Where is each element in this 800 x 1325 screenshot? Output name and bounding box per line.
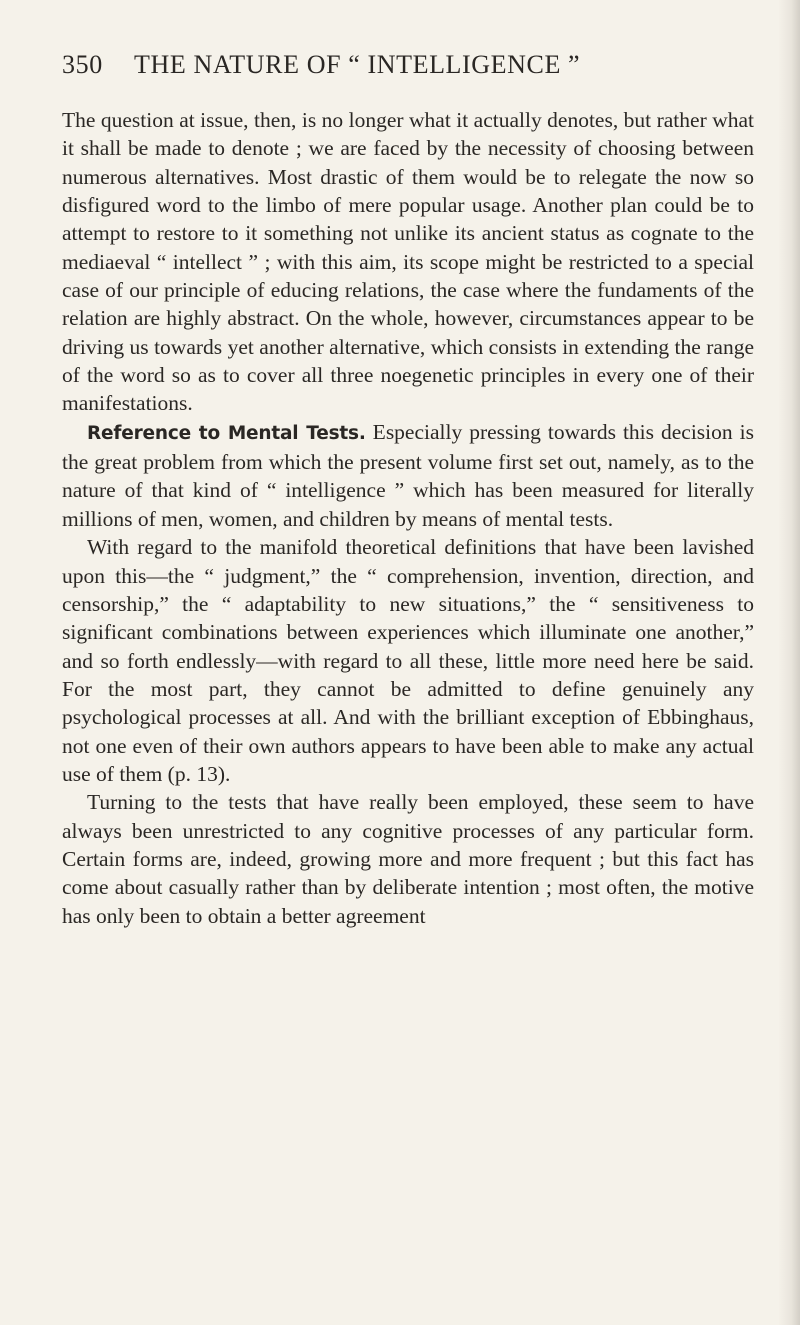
paragraph-1 bbox=[62, 106, 754, 418]
section-heading: Reference to Mental Tests. bbox=[87, 422, 366, 444]
paragraph-4 bbox=[62, 788, 754, 930]
page-edge-shadow bbox=[778, 0, 800, 1325]
page-number: 350 bbox=[62, 50, 103, 79]
paragraph-2 bbox=[62, 418, 754, 533]
paragraph-2-text: Especially pressing towards this decision is the great problem from which the present volume first set out, namely, as to the nature of that kind of “ intelligence ” which has been measured for literally millions of men, women, and children by means of mental tests. bbox=[62, 419, 754, 531]
paragraph-1-text: The question at issue, then, is no longer what it actually denotes, but rather what it shall be made to denote ; we are faced by the necessity of choosing between numerous alternatives. Most drastic of them would be to relegate the now so disfigured word to the limbo of mere popular usage. Another plan could be to attempt to restore to it something not unlike its ancient status as cognate to the mediaeval “ intellect ” ; with this aim, its scope might be restricted to a special case of our principle of educing relations, the case where the fundaments of the relation are highly abstract. On the whole, however, circumstances appear to be driving us towards yet another alternative, which consists in extending the range of the word so as to cover all three noegenetic principles in every one of their manifestations. bbox=[62, 108, 754, 416]
paragraph-4-text: Turning to the tests that have really been employed, these seem to have always been unrestricted to any cognitive processes of any particular form. Certain forms are, indeed, growing more and more frequent ; but this fact has come about casually rather than by deliberate intention ; most often, the motive has only been to obtain a better agreement bbox=[62, 790, 754, 928]
running-head bbox=[62, 50, 752, 90]
body-text bbox=[62, 106, 754, 930]
paragraph-3 bbox=[62, 533, 754, 788]
running-title: THE NATURE OF “ INTELLIGENCE ” bbox=[134, 50, 581, 79]
paragraph-3-text: With regard to the manifold theoretical definitions that have been lavished upon this—the “ judgment,” the “ comprehension, invention, direction, and censorship,” the “ adaptability to new situations,” the “ sensitiveness to significant combinations between experiences which illuminate one another,” and so forth endlessly—with regard to all these, little more need here be said. For the most part, they cannot be admitted to define genuinely any psychological processes at all. And with the brilliant exception of Ebbinghaus, not one even of their own authors appears to have been able to make any actual use of them (p. 13). bbox=[62, 535, 754, 786]
